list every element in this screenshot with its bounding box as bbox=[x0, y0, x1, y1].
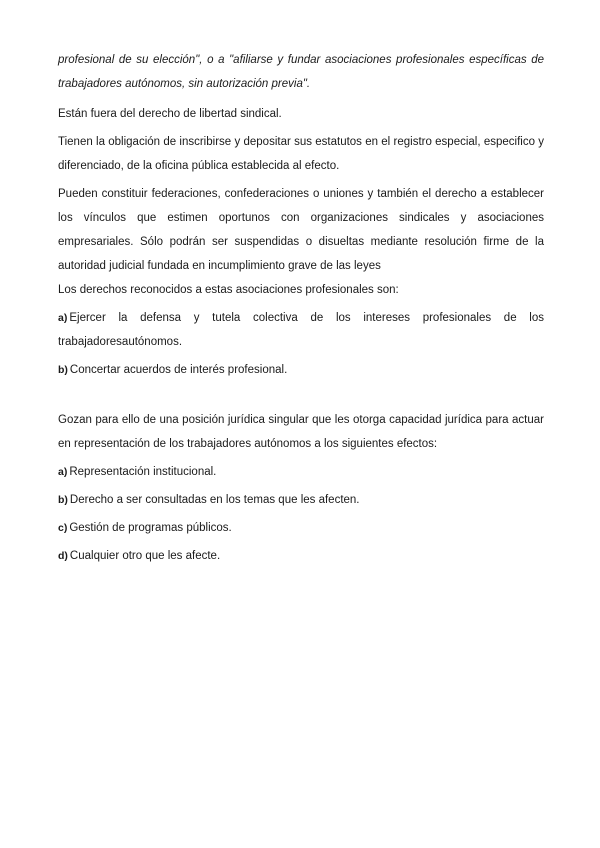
list-item-effect-c bbox=[58, 516, 544, 540]
list-item-right-b bbox=[58, 358, 544, 382]
list-text: Derecho a ser consultadas en los temas que les afecten. bbox=[69, 494, 360, 506]
list-item-right-a bbox=[58, 306, 544, 354]
list-label: b) bbox=[58, 364, 68, 376]
list-label: b) bbox=[58, 494, 68, 506]
list-item-effect-a bbox=[58, 460, 544, 484]
list-label: a) bbox=[58, 466, 68, 478]
paragraph-federaciones: Pueden constituir federaciones, confederaciones o uniones y también el derecho a establecer los vínculos que estimen oportunos con organizaciones sindicales y asociaciones empresariales. Sólo podrán ser suspendidas o disueltas mediante resolución firme de la autoridad judicial fundada en incumplimiento grave de las leyes bbox=[58, 188, 544, 272]
list-text: Gestión de programas públicos. bbox=[69, 522, 232, 534]
paragraph-posicion-juridica: Gozan para ello de una posición jurídica singular que les otorga capacidad jurídica para actuar en representación de los trabajadores autónomos a los siguientes efectos: bbox=[58, 414, 544, 450]
paragraph-quote: profesional de su elección", o a "afiliarse y fundar asociaciones profesionales específicas de trabajadores autónomos, sin autorización previa". bbox=[58, 54, 544, 90]
list-text: Concertar acuerdos de interés profesional. bbox=[69, 364, 288, 376]
list-text: Cualquier otro que les afecte. bbox=[69, 550, 221, 562]
list-text: Ejercer la defensa y tutela colectiva de los intereses profesionales de los trabajadoresautónomos. bbox=[58, 312, 544, 348]
paragraph-no-sindical: Están fuera del derecho de libertad sindical. bbox=[58, 108, 282, 120]
list-label: a) bbox=[58, 312, 68, 324]
paragraph-registro: Tienen la obligación de inscribirse y depositar sus estatutos en el registro especial, especifico y diferenciado, de la oficina pública establecida al efecto. bbox=[58, 136, 544, 172]
list-text: Representación institucional. bbox=[69, 466, 217, 478]
list-label: d) bbox=[58, 550, 68, 562]
list-item-effect-b bbox=[58, 488, 544, 512]
list-label: c) bbox=[58, 522, 68, 534]
document-page bbox=[58, 48, 544, 572]
list-item-effect-d bbox=[58, 544, 544, 568]
spacer bbox=[58, 386, 544, 408]
paragraph-derechos-intro: Los derechos reconocidos a estas asociaciones profesionales son: bbox=[58, 284, 399, 296]
